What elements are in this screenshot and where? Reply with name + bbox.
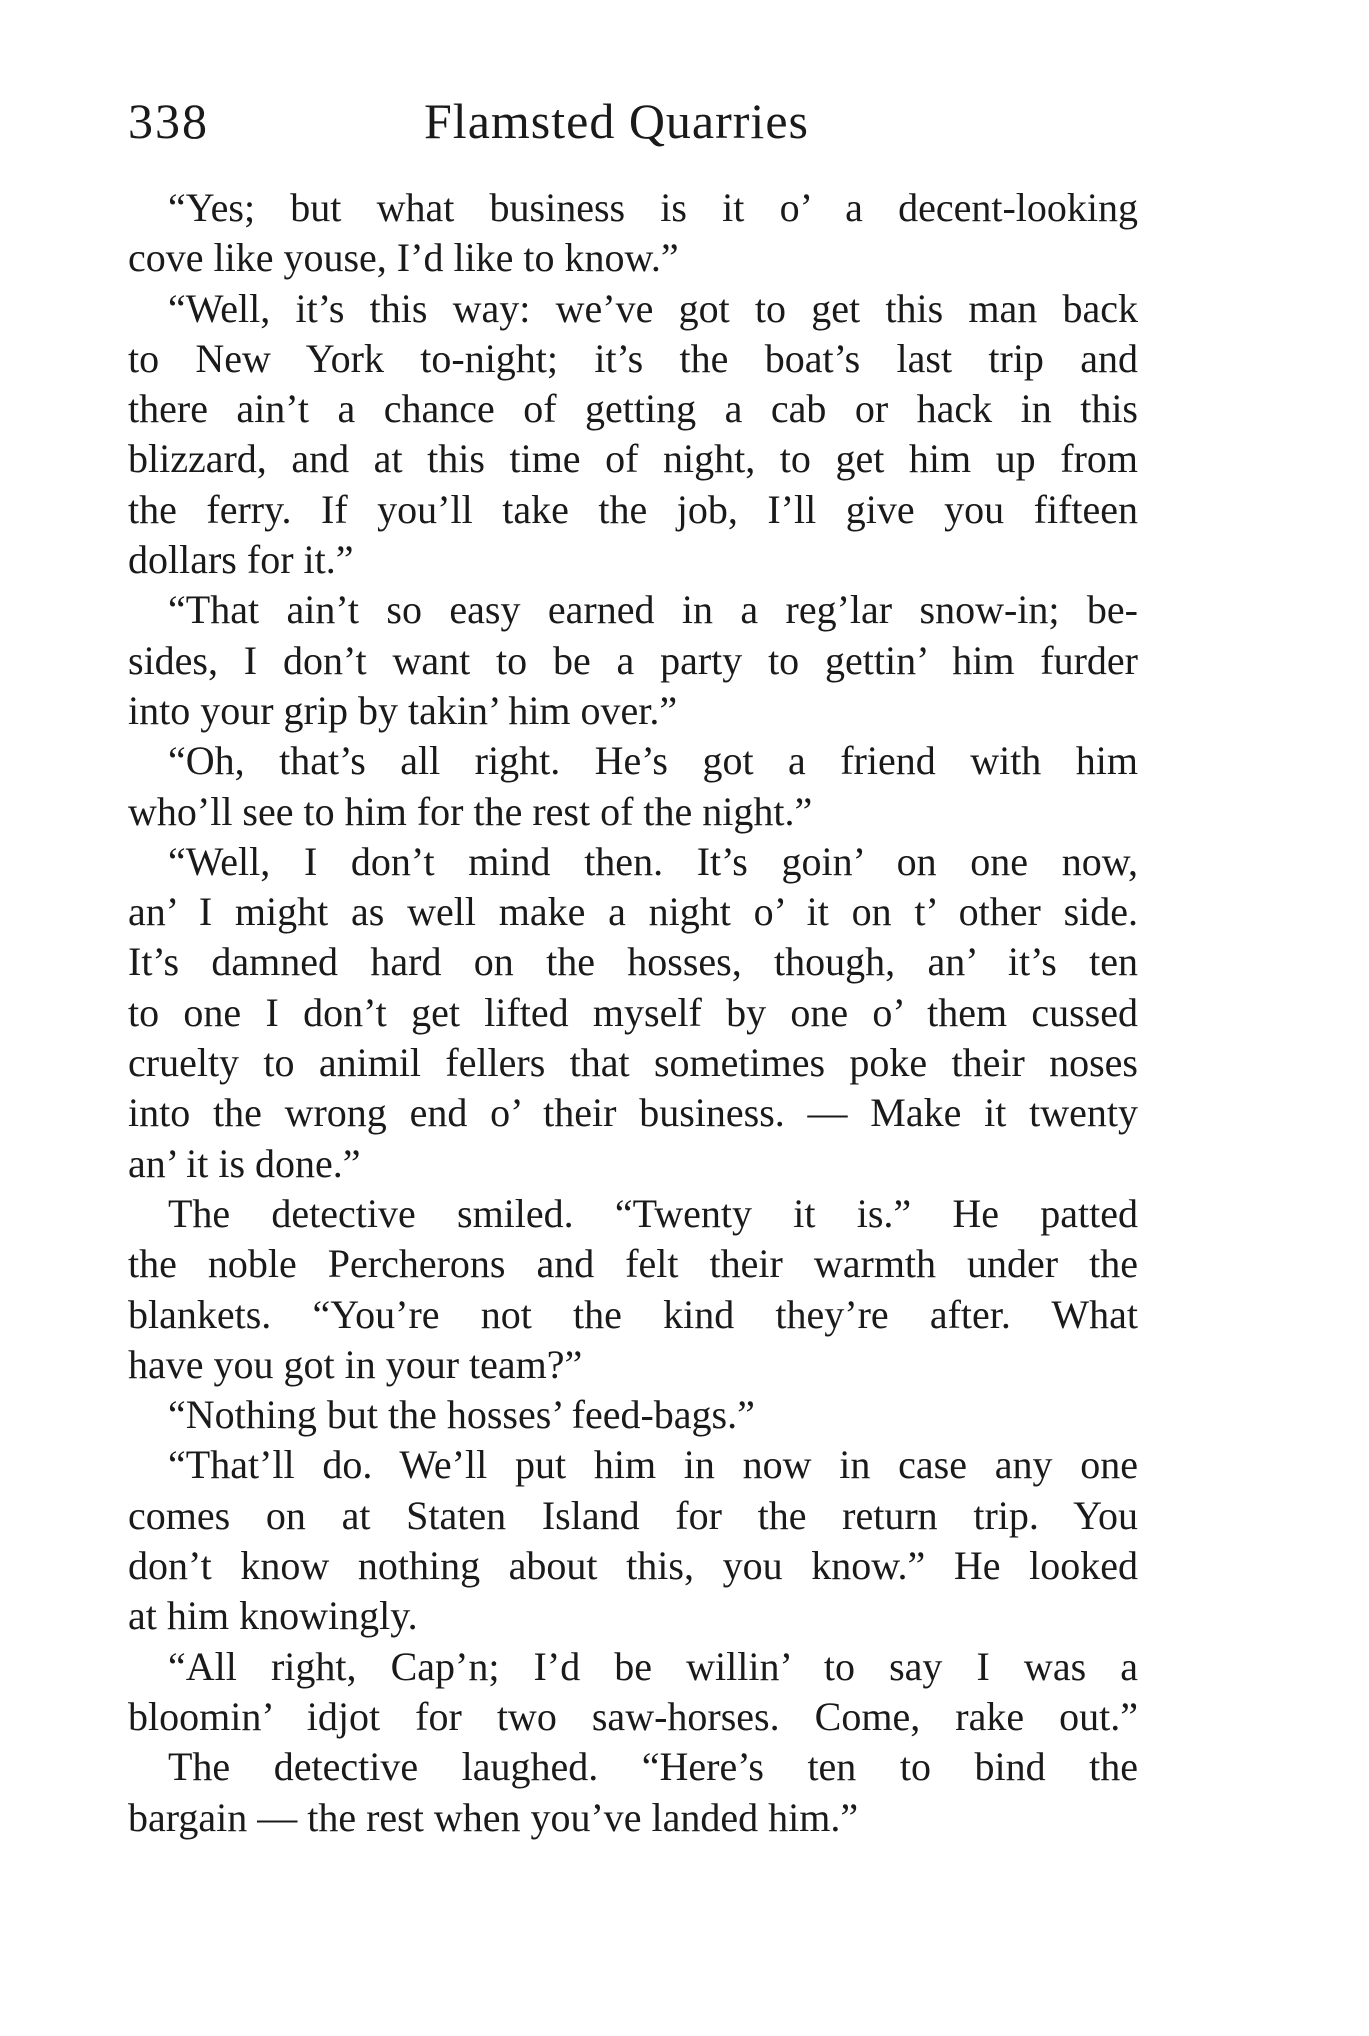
text-line: blankets. “You’re not the kind they’re after. What: [128, 1291, 1138, 1337]
text-line: don’t know nothing about this, you know.” He looked: [128, 1543, 1138, 1589]
running-title: Flamsted Quarries: [424, 93, 809, 149]
text-line: It’s damned hard on the hosses, though, an’ it’s ten: [128, 939, 1138, 985]
text-line: “Well, it’s this way: we’ve got to get this man back: [168, 285, 1138, 331]
text-line: sides, I don’t want to be a party to gettin’ him furder: [128, 637, 1138, 683]
text-line: “Well, I don’t mind then. It’s goin’ on one now,: [168, 838, 1138, 884]
text-line: into your grip by takin’ him over.”: [128, 687, 678, 733]
text-line: there ain’t a chance of getting a cab or hack in this: [128, 386, 1138, 432]
page-header: [128, 92, 1138, 162]
text-line: have you got in your team?”: [128, 1341, 583, 1387]
text-line: blizzard, and at this time of night, to get him up from: [128, 436, 1138, 482]
text-line: into the wrong end o’ their business. — Make it twenty: [128, 1090, 1138, 1136]
text-line: bloomin’ idjot for two saw-horses. Come, rake out.”: [128, 1693, 1138, 1739]
text-line: cruelty to animil fellers that sometimes poke their noses: [128, 1040, 1138, 1086]
page-number: 338: [128, 93, 209, 149]
text-line: The detective smiled. “Twenty it is.” He patted: [168, 1190, 1138, 1236]
text-line: dollars for it.”: [128, 537, 354, 583]
text-line: “That ain’t so easy earned in a reg’lar snow-in; be-: [168, 587, 1138, 633]
text-line: “That’ll do. We’ll put him in now in case any one: [168, 1442, 1138, 1488]
text-line: at him knowingly.: [128, 1593, 418, 1639]
text-line: “Oh, that’s all right. He’s got a friend with him: [168, 738, 1138, 784]
text-line: an’ I might as well make a night o’ it on t’ other side.: [128, 889, 1138, 935]
text-line: bargain — the rest when you’ve landed him.”: [128, 1794, 859, 1840]
text-line: to one I don’t get lifted myself by one o’ them cussed: [128, 989, 1138, 1035]
text-line: cove like youse, I’d like to know.”: [128, 235, 679, 281]
text-line: the noble Percherons and felt their warmth under the: [128, 1241, 1138, 1287]
text-line: who’ll see to him for the rest of the night.”: [128, 788, 813, 834]
text-line: the ferry. If you’ll take the job, I’ll give you fifteen: [128, 486, 1138, 532]
text-line: The detective laughed. “Here’s ten to bind the: [168, 1744, 1138, 1790]
body-text: [128, 183, 1138, 1843]
text-line: to New York to-night; it’s the boat’s last trip and: [128, 335, 1138, 381]
text-line: “All right, Cap’n; I’d be willin’ to say I was a: [168, 1643, 1138, 1689]
text-line: “Nothing but the hosses’ feed-bags.”: [168, 1392, 755, 1438]
text-line: “Yes; but what business is it o’ a decent-looking: [168, 185, 1138, 230]
text-line: an’ it is done.”: [128, 1140, 361, 1186]
text-line: comes on at Staten Island for the return trip. You: [128, 1492, 1138, 1538]
